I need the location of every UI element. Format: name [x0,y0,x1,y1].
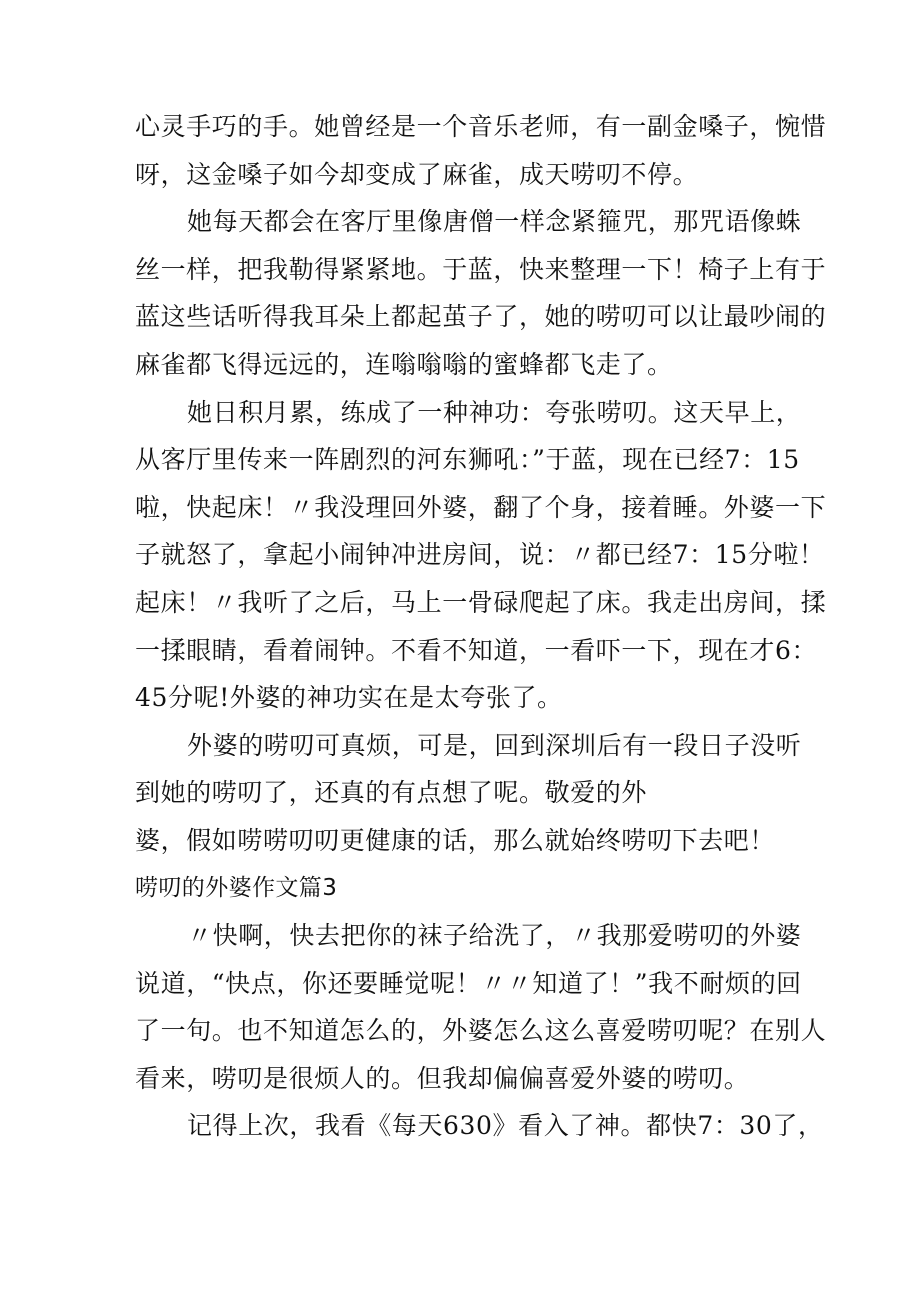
text-line: 了一句。也不知道怎么的，外婆怎么这么喜爱唠叨呢？在别人 [135,1016,827,1046]
section-heading: 唠叨的外婆作文篇3 [135,874,338,901]
text-line: 啦，快起床！〃我没理回外婆，翻了个身，接着睡。外婆一下 [135,492,827,522]
text-line: 从客厅里传来一阵剧烈的河东狮吼：”于蓝，现在已经7：15 [135,445,800,475]
text-line: 到她的唠叨了，还真的有点想了呢。敬爱的外 [135,778,648,808]
text-line: 〃快啊，快去把你的袜子给洗了，〃我那爱唠叨的外婆 [187,921,802,951]
text-line: 看来，唠叨是很烦人的。但我却偏偏喜爱外婆的唠叨。 [135,1063,750,1093]
text-line: 45分呢!外婆的神功实在是太夸张了。 [135,683,563,713]
text-line: 蓝这些话听得我耳朵上都起茧子了，她的唠叨可以让最吵闹的 [135,302,827,332]
text-line: 心灵手巧的手。她曾经是一个音乐老师，有一副金嗓子，惋惜 [135,112,827,141]
text-line: 一揉眼睛，看着闹钟。不看不知道，一看吓一下，现在才6： [135,635,818,665]
text-line: 麻雀都飞得远远的，连嗡嗡嗡的蜜蜂都飞走了。 [135,349,673,379]
text-line: 子就怒了，拿起小闹钟冲进房间，说：〃都已经7：15分啦！ [135,540,825,570]
text-line: 婆，假如唠唠叨叨更健康的话，那么就始终唠叨下去吧！ [135,825,776,855]
text-line: 丝一样，把我勒得紧紧地。于蓝，快来整理一下！椅子上有于 [135,254,827,284]
text-line: 记得上次，我看《每天630》看入了神。都快7：30了， [187,1111,824,1141]
text-line: 呀，这金嗓子如今却变成了麻雀，成天唠叨不停。 [135,159,699,189]
text-line: 起床！〃我听了之后，马上一骨碌爬起了床。我走出房间，揉 [135,587,827,617]
text-line: 她日积月累，练成了一种神功：夸张唠叨。这天早上， [187,397,802,427]
essay-body [135,103,827,1150]
text-line: 说道，“快点，你还要睡觉呢！〃〃知道了！”我不耐烦的回 [135,968,802,998]
text-line: 她每天都会在客厅里像唐僧一样念紧箍咒，那咒语像蛛 [187,207,802,237]
text-line: 外婆的唠叨可真烦，可是，回到深圳后有一段日子没听 [187,730,802,760]
